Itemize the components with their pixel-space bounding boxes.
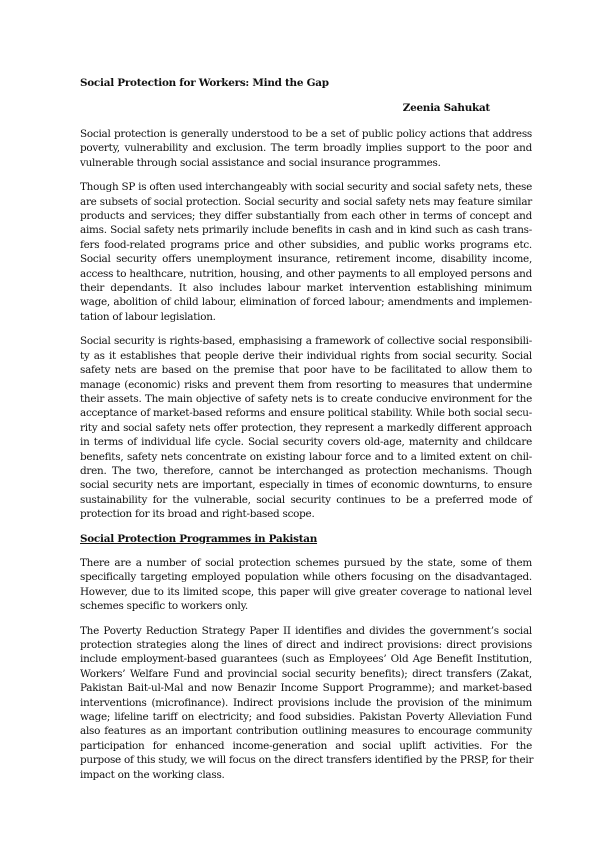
paragraph-line: acceptance of market-based reforms and ensure political stability. While both social secu-: [80, 407, 532, 420]
paragraph-line: are subsets of social protection. Social security and social safety nets may feature similar: [80, 195, 532, 208]
paragraph-line: There are a number of social protection schemes pursued by the state, some of them: [80, 556, 532, 569]
paragraph-line: access to healthcare, nutrition, housing, and other payments to all employed persons and: [80, 267, 532, 280]
paragraph-line: Social security offers unemployment insurance, retirement income, disability income,: [80, 253, 532, 266]
paragraph-line: Though SP is often used interchangeably with social security and social safety nets, these: [80, 181, 532, 194]
paragraph-line: fers food-related programs price and other subsidies, and public works programs etc.: [80, 238, 532, 251]
body-paragraph: [80, 624, 532, 782]
paragraph-line: poverty, vulnerability and exclusion. The term broadly implies support to the poor and: [80, 142, 532, 155]
body-paragraph: [80, 127, 532, 170]
paragraph-line: their dependants. It also includes labour market intervention establishing minimum: [80, 282, 532, 295]
document-title: Social Protection for Workers: Mind the Gap: [80, 77, 329, 89]
intro-paragraphs: [80, 127, 532, 522]
paragraph-line: tation of labour legislation.: [80, 310, 216, 323]
paragraph-line: safety nets are based on the premise that poor have to be facilitated to allow them to: [80, 364, 532, 377]
paragraph-line: protection strategies along the lines of direct and indirect provisions: direct provisions: [80, 639, 532, 651]
paragraph-line: specifically targeting employed population while others focusing on the disadvantaged.: [80, 571, 532, 584]
paragraph-line: dren. The two, therefore, cannot be interchanged as protection mechanisms. Though: [80, 464, 532, 477]
section-heading: Social Protection Programmes in Pakistan: [80, 532, 318, 545]
paragraph-line: their assets. The main objective of safety nets is to create conducive environment for the: [80, 392, 532, 405]
paragraph-line: also features as an important contribution outlining measures to encourage community: [80, 725, 532, 738]
paragraph-line: benefits, safety nets concentrate on existing labour force and to a limited extent on chil-: [80, 450, 532, 463]
paragraph-line: However, due to its limited scope, this paper will give greater coverage to national level: [80, 585, 532, 598]
section-paragraphs: [80, 556, 532, 782]
paragraph-line: The Poverty Reduction Strategy Paper II identifies and divides the government’s social: [80, 624, 532, 637]
paragraph-line: Social security is rights-based, emphasising a framework of collective social responsibili-: [80, 335, 532, 348]
paragraph-line: Workers’ Welfare Fund and provincial social security benefits); direct transfers (Zakat,: [80, 667, 532, 680]
paragraph-line: aims. Social safety nets primarily include benefits in cash and in kind such as cash trans-: [80, 224, 532, 237]
document-page: [80, 76, 532, 782]
paragraph-line: sustainability for the vulnerable, social security continues to be a preferred mode of: [80, 493, 532, 506]
paragraph-line: include employment-based guarantees (such as Employees’ Old Age Benefit Institution,: [80, 653, 532, 666]
paragraph-line: ty as it establishes that people derive their individual rights from social security. Social: [80, 349, 532, 362]
paragraph-line: interventions (microfinance). Indirect provisions include the provision of the minimum: [80, 696, 532, 709]
body-paragraph: [80, 180, 532, 324]
document-author: Zeenia Sahukat: [402, 102, 490, 114]
paragraph-line: social security nets are important, especially in times of economic downturns, to ensure: [80, 479, 532, 492]
paragraph-line: in terms of individual life cycle. Social security covers old-age, maternity and childcare: [80, 436, 532, 449]
paragraph-line: participation for enhanced income-generation and social uplift activities. For the: [80, 739, 532, 752]
paragraph-line: purpose of this study, we will focus on the direct transfers identified by the PRSP, for their: [80, 754, 534, 767]
paragraph-line: Pakistan Bait-ul-Mal and now Benazir Income Support Programme); and market-based: [80, 682, 532, 695]
paragraph-line: rity and social safety nets offer protection, they represent a markedly different approach: [80, 421, 532, 434]
paragraph-line: products and services; they differ substantially from each other in terms of concept and: [80, 210, 532, 223]
body-paragraph: [80, 334, 532, 521]
paragraph-line: wage, abolition of child labour, elimination of forced labour; amendments and implemen-: [80, 296, 532, 309]
paragraph-line: schemes specific to workers only.: [80, 600, 248, 613]
paragraph-line: vulnerable through social assistance and social insurance programmes.: [80, 156, 441, 169]
paragraph-line: protection for its broad and right-based scope.: [80, 508, 315, 521]
paragraph-line: Social protection is generally understood to be a set of public policy actions that address: [80, 128, 532, 140]
paragraph-line: manage (economic) risks and prevent them from resorting to measures that undermine: [80, 378, 532, 391]
body-paragraph: [80, 556, 532, 614]
paragraph-line: impact on the working class.: [80, 768, 225, 781]
paragraph-line: wage; lifeline tariff on electricity; and food subsidies. Pakistan Poverty Alleviation Fund: [80, 711, 532, 724]
